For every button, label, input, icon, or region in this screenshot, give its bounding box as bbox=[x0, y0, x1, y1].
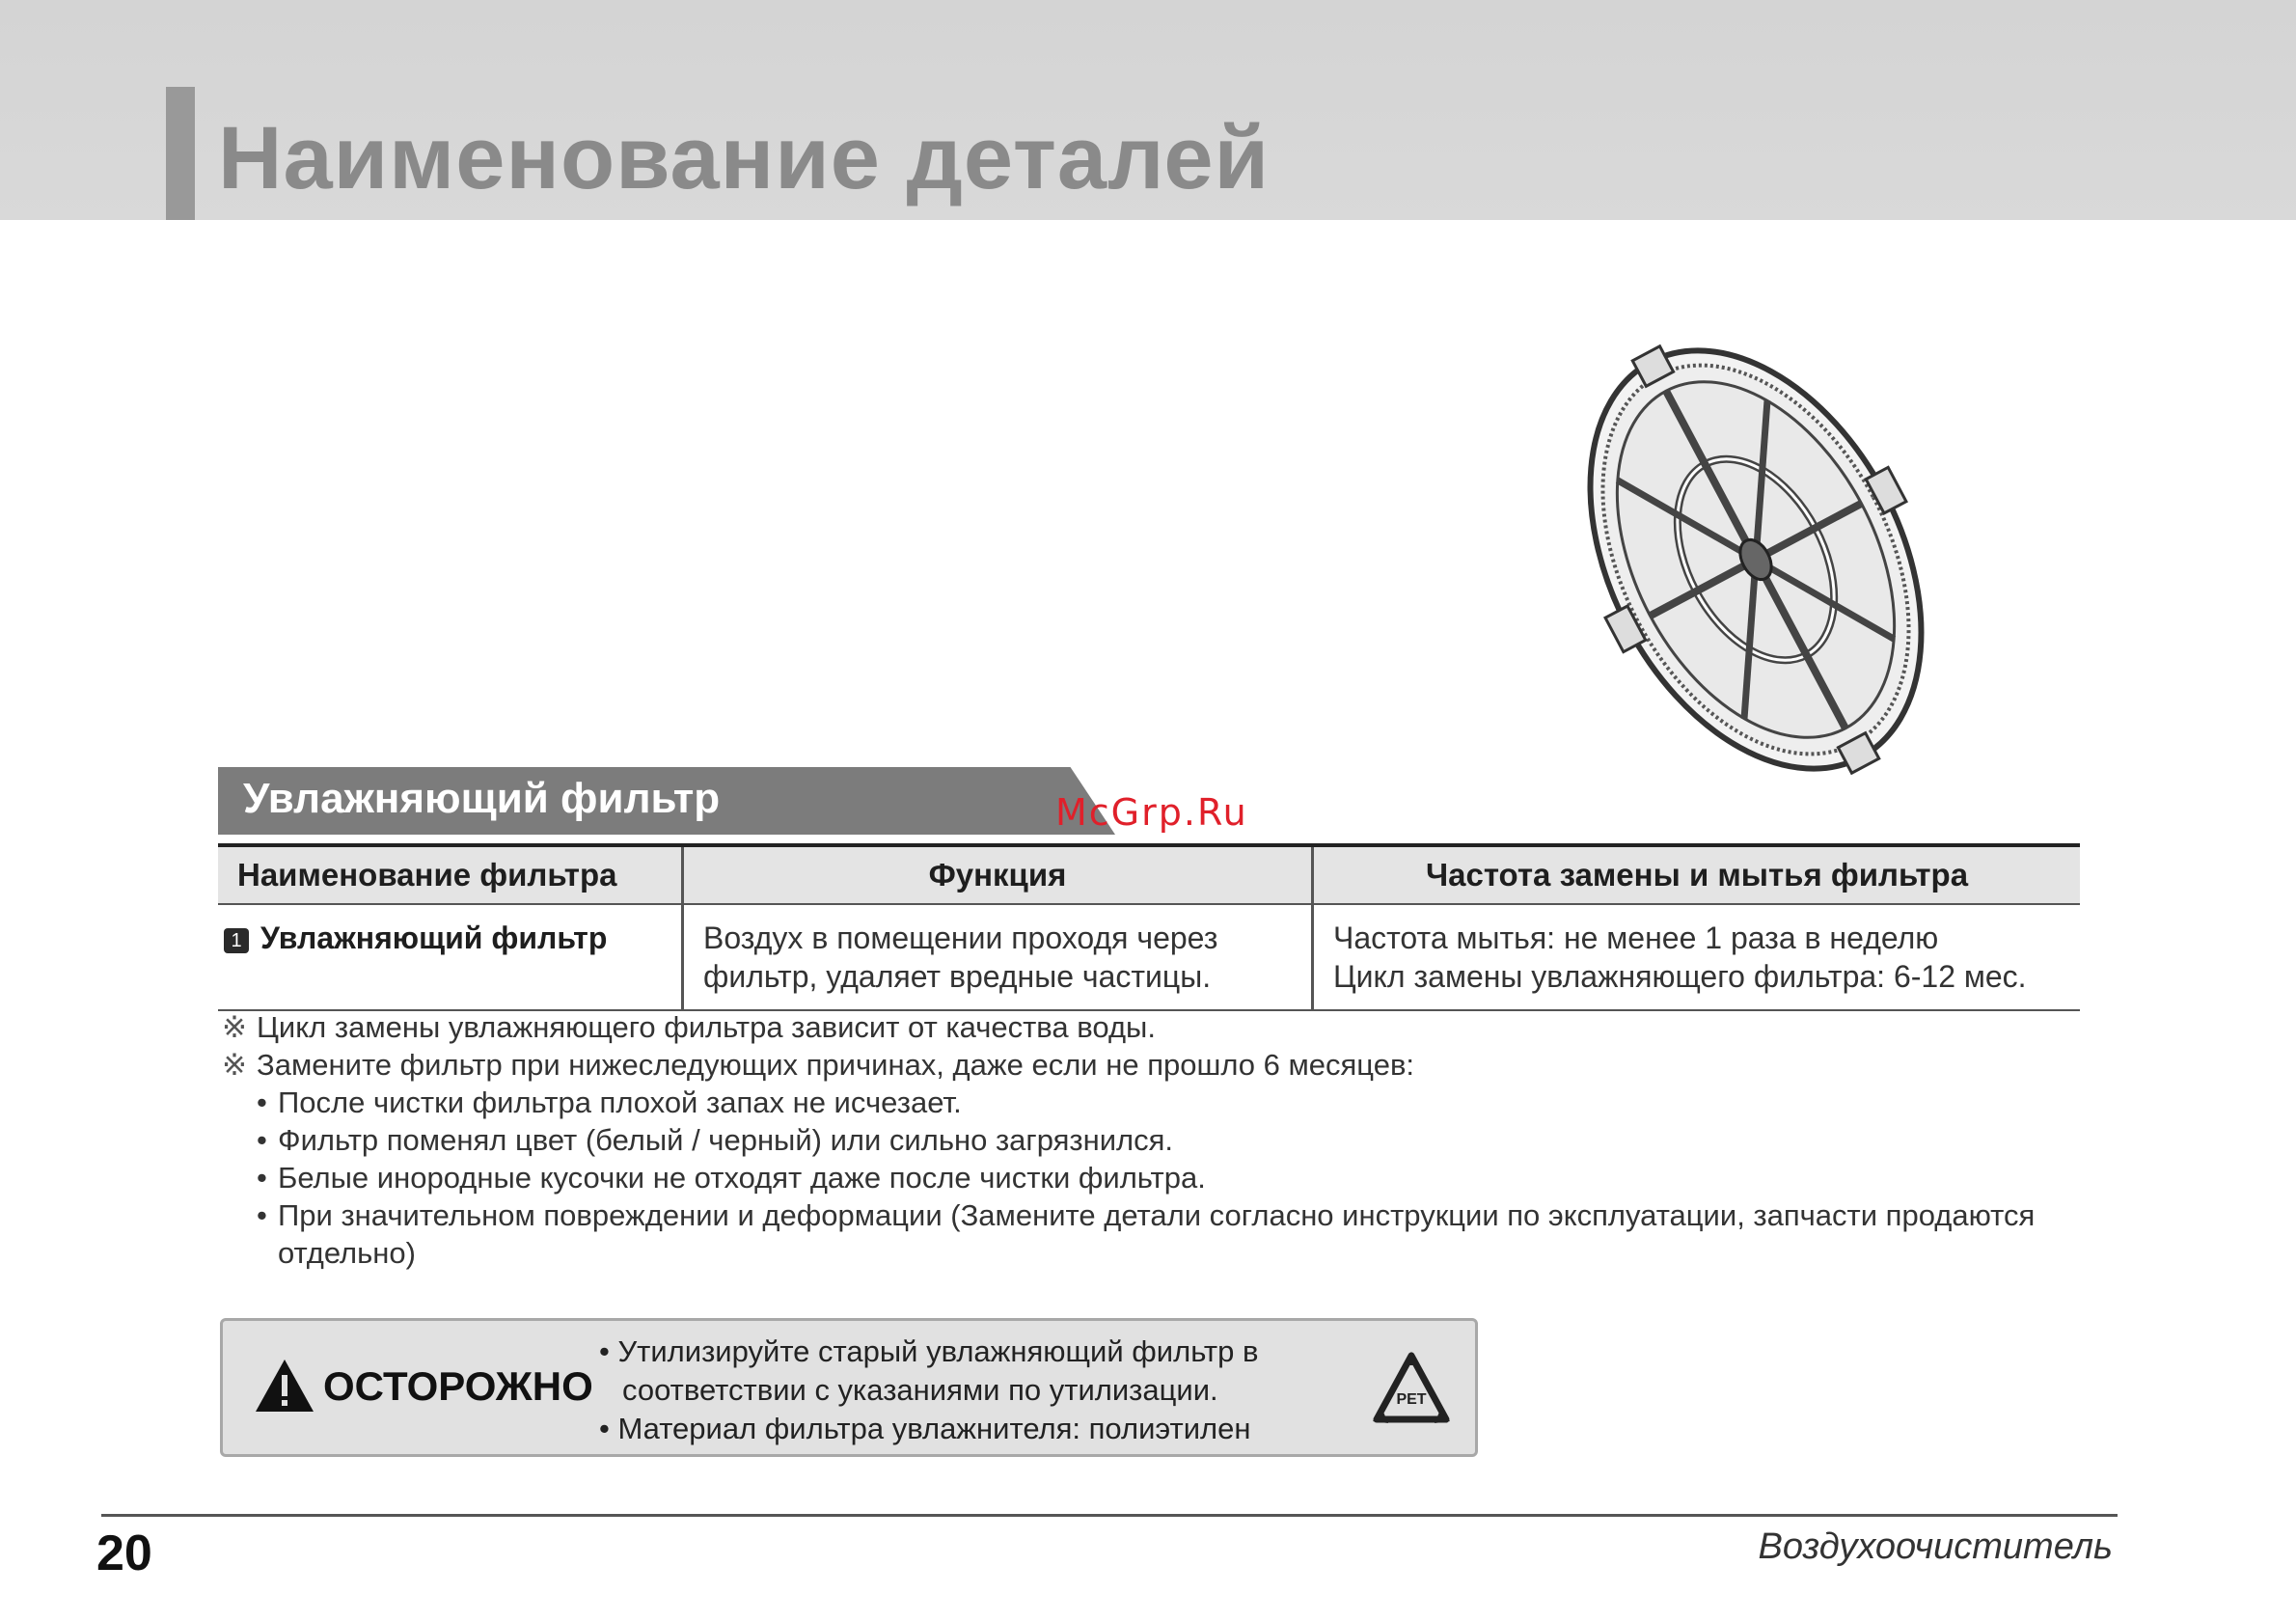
note-text: Цикл замены увлажняющего фильтра зависит от качества воды. bbox=[257, 1010, 1156, 1044]
reference-mark: ※ bbox=[222, 1010, 247, 1044]
caution-text bbox=[599, 1333, 1342, 1448]
frequency-line: Цикл замены увлажняющего фильтра: 6-12 мес. bbox=[1333, 959, 2027, 994]
filter-spec-table bbox=[218, 843, 2080, 1011]
header-accent-bar bbox=[166, 87, 195, 220]
note-text: Замените фильтр при нижеследующих причинах, даже если не прошло 6 месяцев: bbox=[257, 1048, 1415, 1082]
page-title: Наименование деталей bbox=[218, 109, 1271, 207]
caution-box bbox=[220, 1318, 1478, 1457]
section-title: Увлажняющий фильтр bbox=[243, 775, 721, 822]
list-item: • Фильтр поменял цвет (белый / черный) или сильно загрязнился. bbox=[257, 1121, 2055, 1159]
page-number: 20 bbox=[96, 1525, 152, 1581]
cell-function bbox=[683, 904, 1313, 1010]
cell-frequency bbox=[1313, 904, 2081, 1010]
table-header-row bbox=[218, 845, 2080, 904]
filter-name: Увлажняющий фильтр bbox=[260, 920, 608, 955]
function-line: Воздух в помещении проходя через bbox=[703, 920, 1218, 955]
watermark: McGrp.Ru bbox=[1055, 791, 1248, 834]
notes-block bbox=[222, 1008, 2055, 1272]
recycle-code: PET bbox=[1396, 1391, 1427, 1408]
table-row bbox=[218, 904, 2080, 1010]
function-line: фильтр, удаляет вредные частицы. bbox=[703, 959, 1212, 994]
humidifying-filter-illustration bbox=[1553, 318, 1958, 801]
list-item: • Белые инородные кусочки не отходят даже после чистки фильтра. bbox=[257, 1159, 2055, 1196]
caution-line: соответствии с указаниями по утилизации. bbox=[622, 1373, 1218, 1407]
recycle-icon bbox=[1371, 1350, 1452, 1431]
item-number-badge: 1 bbox=[224, 928, 249, 953]
column-header-frequency: Частота замены и мытья фильтра bbox=[1313, 845, 2081, 904]
footer-divider bbox=[101, 1514, 2118, 1517]
cell-filter-name bbox=[218, 904, 683, 1010]
warning-triangle-icon bbox=[254, 1358, 315, 1414]
caution-line: • Утилизируйте старый увлажняющий фильтр в bbox=[599, 1334, 1259, 1368]
caution-label: ОСТОРОЖНО bbox=[323, 1363, 593, 1409]
column-header-name: Наименование фильтра bbox=[218, 845, 683, 904]
list-item: • После чистки фильтра плохой запах не исчезает. bbox=[257, 1084, 2055, 1121]
list-item: • При значительном повреждении и деформации (Замените детали согласно инструкции по эксплуатации, запчасти продаются отдельно) bbox=[257, 1196, 2055, 1272]
frequency-line: Частота мытья: не менее 1 раза в неделю bbox=[1333, 920, 1939, 955]
column-header-function: Функция bbox=[683, 845, 1313, 904]
reference-mark: ※ bbox=[222, 1048, 247, 1082]
note-item bbox=[222, 1046, 2055, 1084]
bullet-list bbox=[257, 1084, 2055, 1272]
note-item bbox=[222, 1008, 2055, 1046]
caution-line: • Материал фильтра увлажнителя: полиэтилен bbox=[599, 1412, 1251, 1445]
footer-document-title: Воздухоочиститель bbox=[1758, 1526, 2113, 1567]
